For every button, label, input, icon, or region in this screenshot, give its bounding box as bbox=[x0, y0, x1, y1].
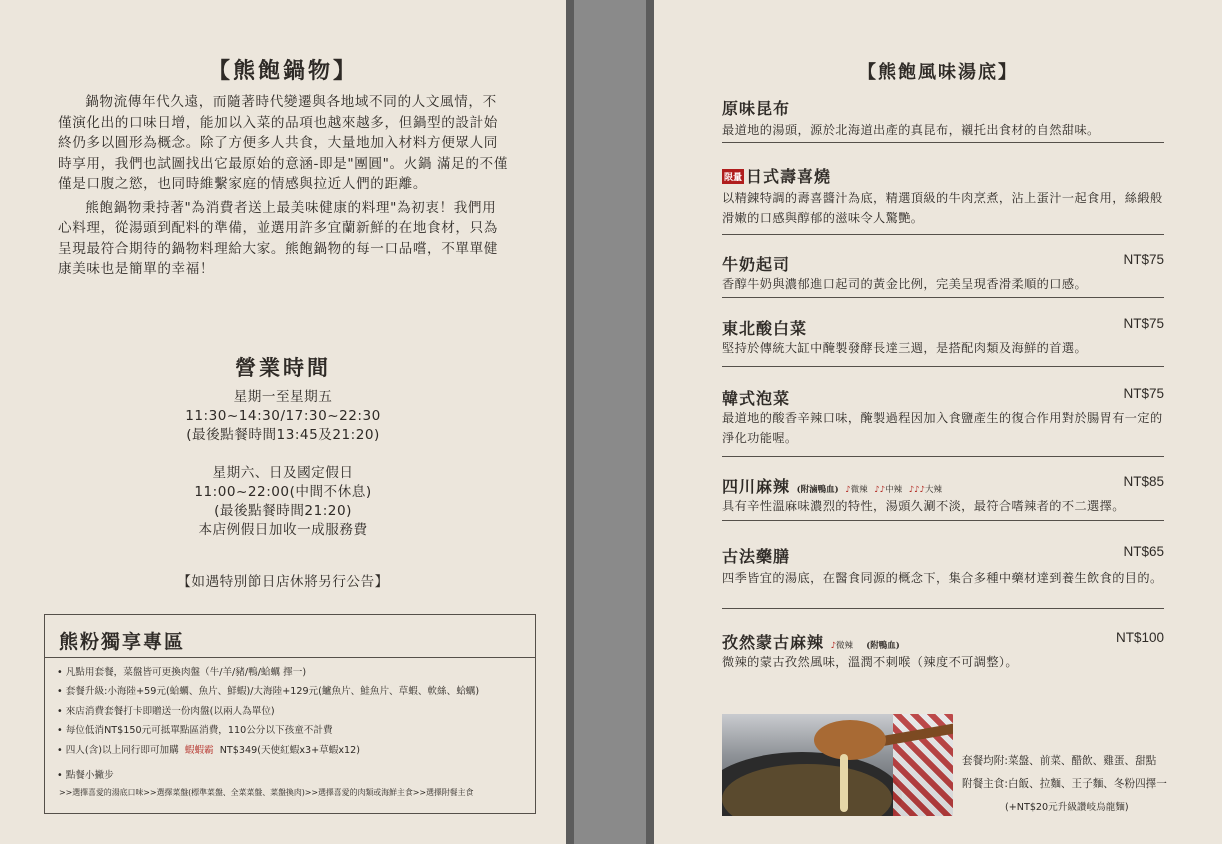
item-divider bbox=[722, 366, 1164, 367]
soup-desc: 微辣的蒙古孜然風味，溫潤不刺喉（辣度不可調整）。 bbox=[722, 655, 1018, 669]
soup-name-wrap bbox=[722, 164, 831, 187]
soup-desc: 四季皆宜的湯底，在醫食同源的概念下，集合多種中藥材達到養生飲食的目的。 bbox=[722, 571, 1163, 585]
fans-offer-item: • 套餐升級:小海陸+59元(蛤蠣、魚片、鮮蝦)/大海陸+129元(鱸魚片、鮭魚片、草蝦、軟絲、蛤蠣) bbox=[57, 682, 527, 701]
soup-name: 牛奶起司 bbox=[722, 255, 791, 274]
chili-icon: ♪♪ bbox=[874, 485, 886, 495]
chili-icon: ♪♪♪ bbox=[908, 485, 925, 495]
weekday-time: 11:30~14:30/17:30~22:30 bbox=[185, 408, 381, 424]
soup-price: NT$75 bbox=[1123, 386, 1164, 401]
soup-name: 古法藥膳 bbox=[722, 547, 791, 566]
brand-title: 【熊飽鍋物】 bbox=[207, 58, 358, 84]
heat-level-mild: ♪微辣 bbox=[845, 485, 868, 495]
chili-icon: ♪ bbox=[830, 641, 837, 651]
chili-icon: ♪ bbox=[845, 485, 851, 495]
intro-paragraph-2: 熊飽鍋物秉持著"為消費者送上最美味健康的料理"為初衷！我們用心料理，從湯頭到配料的準備，並選用許多宜蘭新鮮的在地食材，只為呈現最符合期待的鍋物料理給大家。熊飽鍋物的每一口品嚐，不單單健康美味也是簡單的幸福！ bbox=[58, 199, 499, 277]
soup-price: NT$65 bbox=[1123, 544, 1164, 559]
business-hours-title: 營業時間 bbox=[235, 355, 331, 380]
limited-badge: 限量 bbox=[722, 169, 744, 184]
left-menu-page bbox=[0, 0, 566, 844]
heat-level-hot: ♪♪♪大辣 bbox=[908, 485, 942, 495]
fans-offer-item: • 凡點用套餐，菜盤皆可更換肉盤（牛/羊/豬/鴨/蛤蠣 擇一) bbox=[57, 663, 527, 682]
weekday-days: 星期一至星期五 bbox=[233, 389, 333, 405]
soup-desc: 以精錬特調的壽喜醬汁為底，精選頂級的牛肉烹煮，沾上蛋汁一起食用，絲緞般滑嫩的口感與醇郁的滋味令人驚艷。 bbox=[722, 191, 1163, 225]
soup-name: 韓式泡菜 bbox=[722, 389, 791, 408]
item-divider bbox=[722, 234, 1164, 235]
weekday-last-order: (最後點餐時間13:45及21:20) bbox=[186, 427, 380, 443]
item-divider bbox=[722, 520, 1164, 521]
soup-note: (附鴨血) bbox=[866, 641, 900, 651]
ordering-steps: >>選擇喜愛的湯底口味>>選擇菜盤(標準菜盤、全菜菜盤、菜盤換肉)>>選擇喜愛的肉類或海鮮主食>>選擇附餐主食 bbox=[59, 788, 474, 797]
page-gutter-inner bbox=[574, 0, 646, 844]
intro-paragraph-1: 鍋物流傳年代久遠，而隨著時代變遷與各地域不同的人文風情，不僅演化出的口味日增，能加以入菜的品項也越來越多，但鍋型的設計始終仍多以圓形為概念。除了方便多人共食，大量地加入材料方便眾人同時享用，我們也試圖找出它最原始的意涵-即是"團圓"。火鍋 滿足的不僅僅是口腹之慾，也同時維繫家庭的情感與拉近人們的距離。 bbox=[58, 94, 508, 192]
soup-desc: 香醇牛奶與濃郁進口起司的黃金比例，完美呈現香滑柔順的口感。 bbox=[722, 277, 1088, 291]
soup-name: 四川麻辣 bbox=[722, 477, 791, 496]
soup-base-title: 【熊飽風味湯底】 bbox=[858, 62, 1018, 83]
holiday-notice: 【如遇特別節日店休將另行公告】 bbox=[177, 574, 389, 590]
soup-name: 日式壽喜燒 bbox=[746, 167, 832, 186]
item-divider bbox=[722, 297, 1164, 298]
set-includes: 套餐均附:菜盤、前菜、醋飲、雞蛋、甜點 bbox=[962, 755, 1157, 767]
addon-prefix: 四人(含)以上同行即可加購 bbox=[65, 744, 179, 756]
weekday-hours bbox=[0, 388, 566, 445]
soup-name: 原味昆布 bbox=[722, 99, 791, 118]
udon-upgrade: (+NT$20元升級讚岐烏龍麵) bbox=[1005, 802, 1129, 813]
soup-desc: 最道地的酸香辛辣口味，醃製過程因加入食鹽產生的復合作用對於腸胃有一定的淨化功能喔。 bbox=[722, 411, 1163, 445]
fans-offer-item: • 每位低消NT$150元可抵單點區消費，110公分以下孩童不計費 bbox=[57, 721, 527, 740]
brand-intro bbox=[58, 92, 510, 283]
fans-divider bbox=[45, 657, 535, 658]
weekend-days: 星期六、日及國定假日 bbox=[212, 465, 354, 481]
soup-desc: 堅持於傳統大缸中醃製發酵長達三週，是搭配肉類及海鮮的首選。 bbox=[722, 341, 1088, 355]
fans-offer-list bbox=[57, 663, 527, 760]
weekend-last-order: (最後點餐時間21:20) bbox=[214, 503, 352, 519]
soup-desc: 具有辛性溫麻味濃烈的特性，湯頭久涮不淡，最符合嗜辣者的不二選擇。 bbox=[722, 499, 1125, 513]
soup-price: NT$75 bbox=[1123, 316, 1164, 331]
soup-name-wrap bbox=[722, 474, 942, 497]
addon-price: NT$349(天使紅蝦x3+草蝦x12) bbox=[219, 744, 360, 756]
fans-offer-item bbox=[57, 741, 527, 760]
set-staple-choice: 附餐主食:白飯、拉麵、王子麵、冬粉四擇一 bbox=[962, 778, 1167, 790]
item-divider bbox=[722, 456, 1164, 457]
set-meal-info bbox=[962, 750, 1212, 819]
heat-level-mild: ♪微辣 bbox=[830, 641, 854, 651]
heat-level-medium: ♪♪中辣 bbox=[874, 485, 903, 495]
right-menu-page bbox=[654, 0, 1222, 844]
item-divider bbox=[722, 142, 1164, 143]
soup-price: NT$85 bbox=[1123, 474, 1164, 489]
soup-name: 孜然蒙古麻辣 bbox=[722, 633, 825, 652]
service-fee-note: 本店例假日加收一成服務費 bbox=[198, 522, 368, 538]
fans-exclusive-box bbox=[44, 614, 536, 814]
weekend-time: 11:00~22:00(中間不休息) bbox=[194, 484, 372, 500]
fans-title: 熊粉獨享專區 bbox=[59, 631, 186, 653]
soup-note: (附滷鴨血) bbox=[796, 485, 839, 495]
soup-desc: 最道地的湯頭，源於北海道出產的真昆布，襯托出食材的自然甜味。 bbox=[722, 123, 1100, 137]
soup-price: NT$100 bbox=[1115, 630, 1164, 645]
soup-name: 東北酸白菜 bbox=[722, 319, 808, 338]
addon-highlight: 蝦蝦霸 bbox=[184, 744, 214, 756]
soup-name-wrap bbox=[722, 630, 900, 653]
ordering-tips-label: • 點餐小撇步 bbox=[57, 767, 114, 781]
weekend-hours bbox=[0, 464, 566, 540]
soup-price: NT$75 bbox=[1123, 252, 1164, 267]
item-divider bbox=[722, 608, 1164, 609]
hotpot-soup-photo bbox=[722, 714, 953, 816]
fans-offer-item: • 來店消費套餐打卡即贈送一份肉盤(以兩人為單位) bbox=[57, 702, 527, 721]
